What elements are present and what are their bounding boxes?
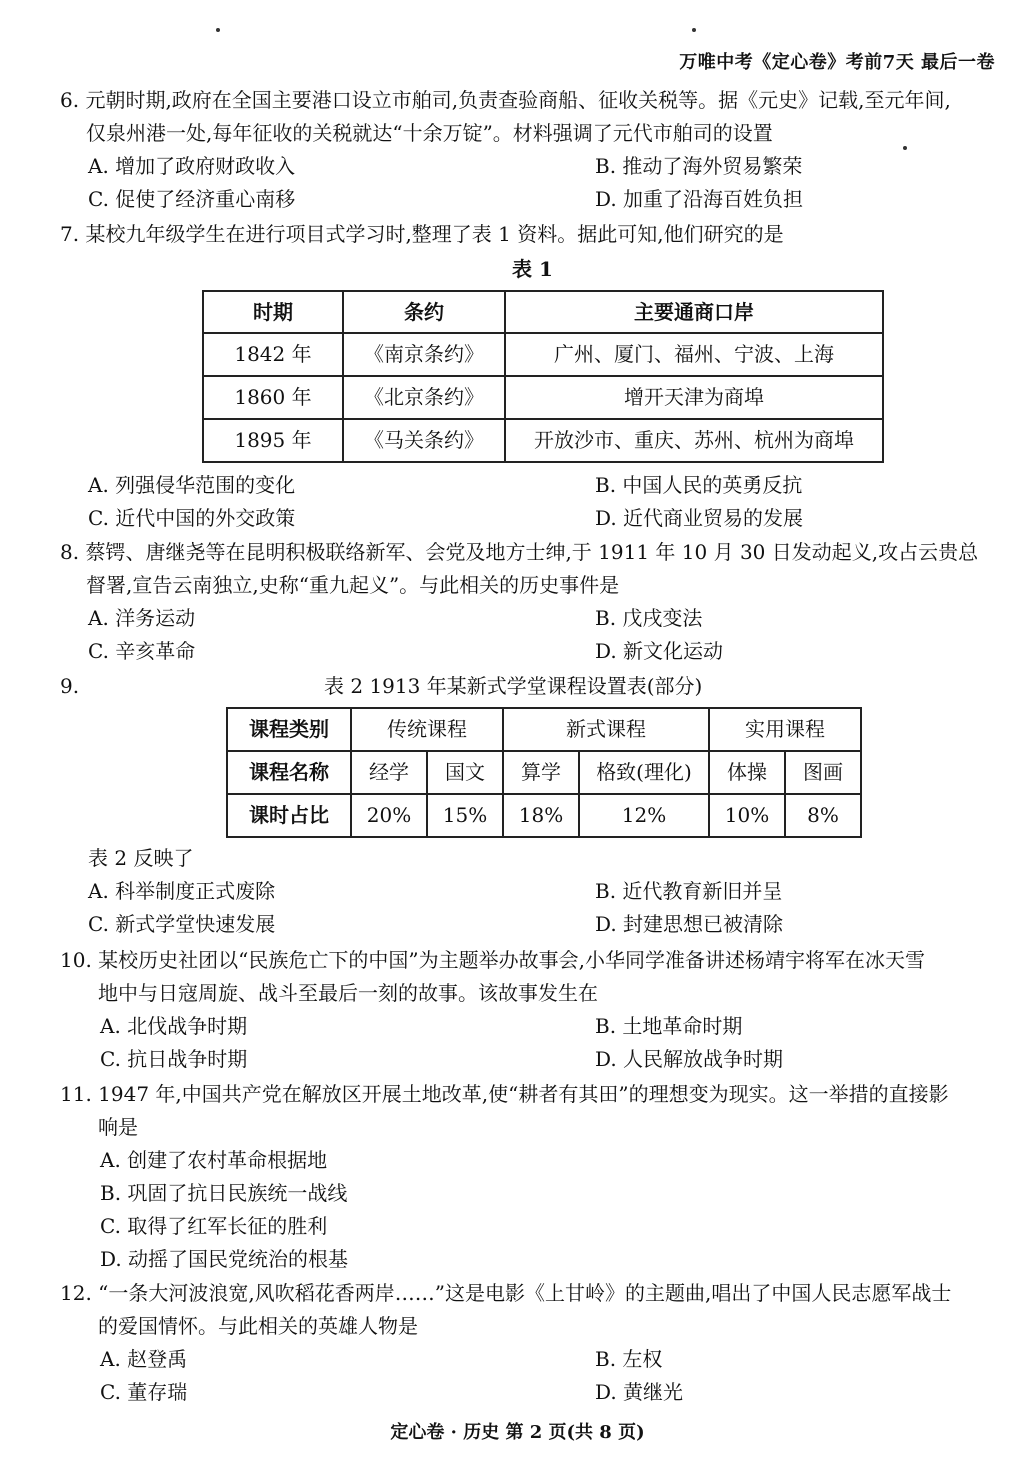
table-caption: 表 1 bbox=[512, 257, 553, 281]
option-a[interactable]: A. 北伐战争时期 bbox=[100, 1014, 248, 1038]
option-b[interactable]: B. 中国人民的英勇反抗 bbox=[595, 473, 803, 497]
question-stem-line: 仅泉州港一处,每年征收的关税就达“十余万锭”。材料强调了元代市舶司的设置 bbox=[86, 121, 773, 145]
table-cell: 课程类别 bbox=[227, 708, 351, 751]
table-header-cell: 条约 bbox=[343, 291, 505, 333]
options-row bbox=[60, 875, 1005, 908]
page-header: 万唯中考《定心卷》考前7天 最后一卷 bbox=[679, 52, 995, 73]
question-stem-line: 某校历史社团以“民族危亡下的中国”为主题举办故事会,小华同学准备讲述杨靖宇将军在冰天雪 bbox=[98, 948, 925, 972]
option-d[interactable]: D. 加重了沿海百姓负担 bbox=[595, 187, 804, 211]
table-cell: 广州、厦门、福州、宁波、上海 bbox=[505, 333, 883, 376]
course-table bbox=[226, 707, 862, 838]
question-stem-line: 某校九年级学生在进行项目式学习时,整理了表 1 资料。据此可知,他们研究的是 bbox=[85, 222, 784, 246]
table-cell: 1860 年 bbox=[203, 376, 343, 419]
question-8 bbox=[60, 536, 1005, 668]
option-a[interactable]: A. 增加了政府财政收入 bbox=[88, 154, 296, 178]
table-cell: 课时占比 bbox=[227, 794, 351, 837]
table-cell: 开放沙市、重庆、苏州、杭州为商埠 bbox=[505, 419, 883, 462]
table-cell: 新式课程 bbox=[503, 708, 709, 751]
table-cell: 实用课程 bbox=[709, 708, 861, 751]
table-cell: 传统课程 bbox=[351, 708, 503, 751]
table-row bbox=[227, 794, 861, 837]
table-row bbox=[227, 751, 861, 794]
question-number: 8. bbox=[60, 540, 80, 564]
table-cell: 图画 bbox=[785, 751, 861, 794]
option-c[interactable]: C. 促使了经济重心南移 bbox=[88, 187, 296, 211]
question-stem-line: 地中与日寇周旋、战斗至最后一刻的故事。该故事发生在 bbox=[98, 981, 598, 1005]
question-stem-line: 的爱国情怀。与此相关的英雄人物是 bbox=[98, 1314, 418, 1338]
option-b[interactable]: B. 戊戌变法 bbox=[595, 606, 703, 630]
option-a[interactable]: A. 洋务运动 bbox=[88, 606, 196, 630]
options-row bbox=[60, 469, 1005, 502]
table-cell: 15% bbox=[427, 794, 503, 837]
option-d[interactable]: D. 封建思想已被清除 bbox=[595, 912, 784, 936]
table-header-cell: 时期 bbox=[203, 291, 343, 333]
question-number: 12. bbox=[60, 1281, 92, 1305]
option-d[interactable]: D. 动摇了国民党统治的根基 bbox=[100, 1247, 349, 1271]
option-d[interactable]: D. 人民解放战争时期 bbox=[595, 1047, 784, 1071]
table-cell: 格致(理化) bbox=[579, 751, 709, 794]
options-row bbox=[60, 1043, 1005, 1076]
table-cell: 8% bbox=[785, 794, 861, 837]
table-row bbox=[227, 708, 861, 751]
option-b[interactable]: B. 近代教育新旧并呈 bbox=[595, 879, 783, 903]
option-c[interactable]: C. 近代中国的外交政策 bbox=[88, 506, 296, 530]
question-number: 10. bbox=[60, 948, 92, 972]
question-9 bbox=[60, 670, 1005, 941]
options-row bbox=[60, 183, 1005, 216]
table-cell: 《南京条约》 bbox=[343, 333, 505, 376]
question-stem-line: 元朝时期,政府在全国主要港口设立市舶司,负责查验商船、征收关税等。据《元史》记载,至元年间, bbox=[85, 88, 951, 112]
options-row bbox=[60, 602, 1005, 635]
question-11 bbox=[60, 1078, 1005, 1276]
table-cell: 10% bbox=[709, 794, 785, 837]
scan-speck bbox=[692, 28, 696, 32]
table-cell: 1895 年 bbox=[203, 419, 343, 462]
table-row bbox=[203, 333, 883, 376]
table-cell: 算学 bbox=[503, 751, 579, 794]
option-a[interactable]: A. 科举制度正式废除 bbox=[88, 879, 276, 903]
question-7 bbox=[60, 218, 1005, 535]
option-b[interactable]: B. 巩固了抗日民族统一战线 bbox=[100, 1181, 348, 1205]
table-cell: 20% bbox=[351, 794, 427, 837]
table-cell: 经学 bbox=[351, 751, 427, 794]
table-cell: 课程名称 bbox=[227, 751, 351, 794]
table-row bbox=[203, 376, 883, 419]
question-10 bbox=[60, 944, 1005, 1076]
table-cell: 12% bbox=[579, 794, 709, 837]
option-c[interactable]: C. 抗日战争时期 bbox=[100, 1047, 248, 1071]
scan-speck bbox=[216, 28, 220, 32]
options-row bbox=[60, 1376, 1005, 1409]
table-cell: 增开天津为商埠 bbox=[505, 376, 883, 419]
option-b[interactable]: B. 推动了海外贸易繁荣 bbox=[595, 154, 803, 178]
table-cell: 18% bbox=[503, 794, 579, 837]
option-b[interactable]: B. 土地革命时期 bbox=[595, 1014, 743, 1038]
question-stem-line: “一条大河波浪宽,风吹稻花香两岸……”这是电影《上甘岭》的主题曲,唱出了中国人民志愿军战士 bbox=[98, 1281, 952, 1305]
options-row bbox=[60, 635, 1005, 668]
question-stem-line: 蔡锷、唐继尧等在昆明积极联络新军、会党及地方士绅,于 1911 年 10 月 30 日发动起义,攻占云贵总 bbox=[85, 540, 979, 564]
option-a[interactable]: A. 赵登禹 bbox=[100, 1347, 188, 1371]
option-c[interactable]: C. 新式学堂快速发展 bbox=[88, 912, 276, 936]
options-row bbox=[60, 908, 1005, 941]
page-footer: 定心卷 · 历史 第 2 页(共 8 页) bbox=[390, 1422, 645, 1443]
options-row bbox=[60, 1010, 1005, 1043]
option-a[interactable]: A. 创建了农村革命根据地 bbox=[100, 1148, 328, 1172]
question-12 bbox=[60, 1277, 1005, 1409]
question-number: 7. bbox=[60, 222, 80, 246]
option-d[interactable]: D. 黄继光 bbox=[595, 1380, 684, 1404]
option-d[interactable]: D. 近代商业贸易的发展 bbox=[595, 506, 804, 530]
question-number: 9. bbox=[60, 674, 80, 698]
option-a[interactable]: A. 列强侵华范围的变化 bbox=[88, 473, 296, 497]
table-caption: 表 2 1913 年某新式学堂课程设置表(部分) bbox=[324, 674, 703, 698]
options-row bbox=[60, 1343, 1005, 1376]
options-row bbox=[60, 150, 1005, 183]
table-cell: 《北京条约》 bbox=[343, 376, 505, 419]
option-d[interactable]: D. 新文化运动 bbox=[595, 639, 724, 663]
question-stem-line: 督署,宣告云南独立,史称“重九起义”。与此相关的历史事件是 bbox=[86, 573, 620, 597]
table-cell: 《马关条约》 bbox=[343, 419, 505, 462]
option-c[interactable]: C. 取得了红军长征的胜利 bbox=[100, 1214, 328, 1238]
question-stem-line: 响是 bbox=[98, 1115, 138, 1139]
treaty-table bbox=[202, 290, 884, 463]
table-cell: 1842 年 bbox=[203, 333, 343, 376]
question-number: 11. bbox=[60, 1082, 92, 1106]
question-number: 6. bbox=[60, 88, 80, 112]
option-b[interactable]: B. 左权 bbox=[595, 1347, 663, 1371]
option-c[interactable]: C. 董存瑞 bbox=[100, 1380, 188, 1404]
table-cell: 体操 bbox=[709, 751, 785, 794]
table-cell: 国文 bbox=[427, 751, 503, 794]
options-row bbox=[60, 502, 1005, 535]
question-stem-line: 1947 年,中国共产党在解放区开展土地改革,使“耕者有其田”的理想变为现实。这一举措的直接影 bbox=[98, 1082, 949, 1106]
option-c[interactable]: C. 辛亥革命 bbox=[88, 639, 196, 663]
table-header-cell: 主要通商口岸 bbox=[505, 291, 883, 333]
table-row bbox=[203, 419, 883, 462]
question-6 bbox=[60, 84, 1005, 216]
question-stem-line: 表 2 反映了 bbox=[88, 846, 194, 870]
